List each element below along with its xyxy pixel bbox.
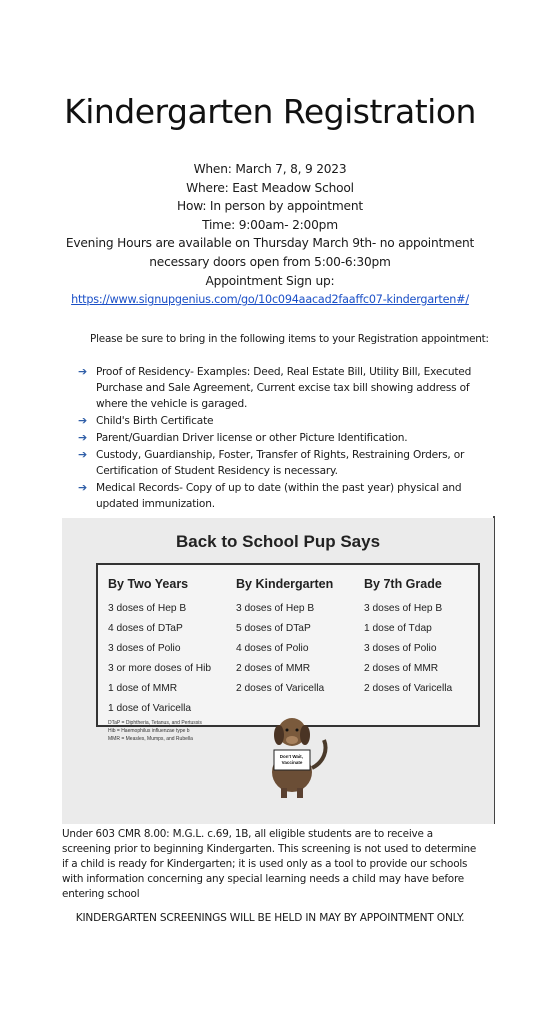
abbreviation-note: MMR = Measles, Mumps, and Rubella	[108, 736, 193, 742]
dose-item: 1 dose of Varicella	[108, 703, 192, 714]
page-title: Kindergarten Registration	[64, 92, 476, 131]
list-item: ➔ Child's Birth Certificate	[78, 414, 214, 427]
dose-item: 2 doses of Varicella	[236, 683, 325, 694]
abbreviation-note: Hib = Haemophilus influenzae type b	[108, 728, 190, 734]
intro-text: Please be sure to bring in the following items to your Registration appointment:	[90, 333, 489, 345]
when-line: When: March 7, 8, 9 2023	[193, 162, 347, 176]
column-heading: By Kindergarten	[236, 577, 334, 591]
arrow-right-icon: ➔	[78, 448, 88, 461]
evening-hours-line-2: necessary doors open from 5:00-6:30pm	[149, 254, 391, 269]
list-item: ➔ Custody, Guardianship, Foster, Transfer of Rights, Restraining Orders, or Certification of Student Residency is necessary.	[78, 448, 465, 477]
column-by-two-years	[108, 577, 233, 743]
column-heading: By 7th Grade	[364, 577, 442, 591]
dose-item: 2 doses of Varicella	[364, 683, 453, 694]
dose-item: 3 or more doses of Hib	[108, 663, 212, 674]
dog-icon	[254, 710, 332, 800]
vaccine-panel	[62, 518, 494, 824]
dose-item: 1 dose of Tdap	[364, 623, 432, 634]
dose-item: 1 dose of MMR	[108, 683, 178, 694]
column-by-7th-grade	[364, 577, 489, 699]
where-line: Where: East Meadow School	[186, 180, 354, 195]
dog-sign-text: Don't Wait, Vaccinate	[279, 754, 303, 765]
required-items-list	[78, 364, 478, 513]
column-heading: By Two Years	[108, 577, 189, 591]
how-line: How: In person by appointment	[177, 199, 363, 214]
vaccine-board	[96, 563, 480, 742]
arrow-right-icon: ➔	[78, 431, 88, 444]
dose-item: 3 doses of Polio	[364, 643, 437, 654]
signup-label: Appointment Sign up:	[205, 273, 335, 288]
list-item: ➔ Proof of Residency- Examples: Deed, Real Estate Bill, Utility Bill, Executed Purchase and Sale Agreement, Current excise tax bill showing address of where the vehicle is garaged.	[78, 365, 472, 410]
screening-notice: KINDERGARTEN SCREENINGS WILL BE HELD IN MAY BY APPOINTMENT ONLY.	[75, 912, 465, 924]
dose-item: 2 doses of MMR	[364, 663, 439, 674]
list-item: ➔ Parent/Guardian Driver license or other Picture Identification.	[78, 431, 408, 444]
evening-hours-line-1: Evening Hours are available on Thursday March 9th- no appointment	[65, 236, 475, 251]
signup-link[interactable]: https://www.signupgenius.com/go/10c094aacad2faaffc07-kindergarten#/	[71, 293, 469, 307]
list-item: ➔ Medical Records- Copy of up to date (within the past year) physical and updated immunization.	[78, 481, 462, 510]
dose-item: 3 doses of Hep B	[364, 603, 443, 614]
abbreviation-note: DTaP = Diphtheria, Tetanus, and Pertussis	[108, 720, 202, 726]
dose-item: 3 doses of Hep B	[108, 603, 187, 614]
dose-item: 2 doses of MMR	[236, 663, 311, 674]
vaccine-panel-title: Back to School Pup Says	[175, 532, 381, 551]
arrow-right-icon: ➔	[78, 481, 88, 494]
arrow-right-icon: ➔	[78, 365, 88, 378]
screening-paragraph: Under 603 CMR 8.00: M.G.L. c.69, 1B, all eligible students are to receive a screening prior to beginning Kindergarten. This screening is not used to determine if a child is ready for Kindergarten; it is used only as a tool to provide our schools with information concerning any special learning needs a child may have before entering school	[62, 828, 477, 900]
arrow-right-icon: ➔	[78, 414, 88, 427]
column-by-kindergarten	[236, 577, 361, 699]
dose-item: 4 doses of Polio	[236, 643, 309, 654]
time-line: Time: 9:00am- 2:00pm	[202, 217, 338, 232]
dose-item: 3 doses of Polio	[108, 643, 181, 654]
event-details	[10, 160, 530, 310]
dose-item: 3 doses of Hep B	[236, 603, 315, 614]
dose-item: 5 doses of DTaP	[236, 623, 311, 634]
dose-item: 4 doses of DTaP	[108, 623, 183, 634]
